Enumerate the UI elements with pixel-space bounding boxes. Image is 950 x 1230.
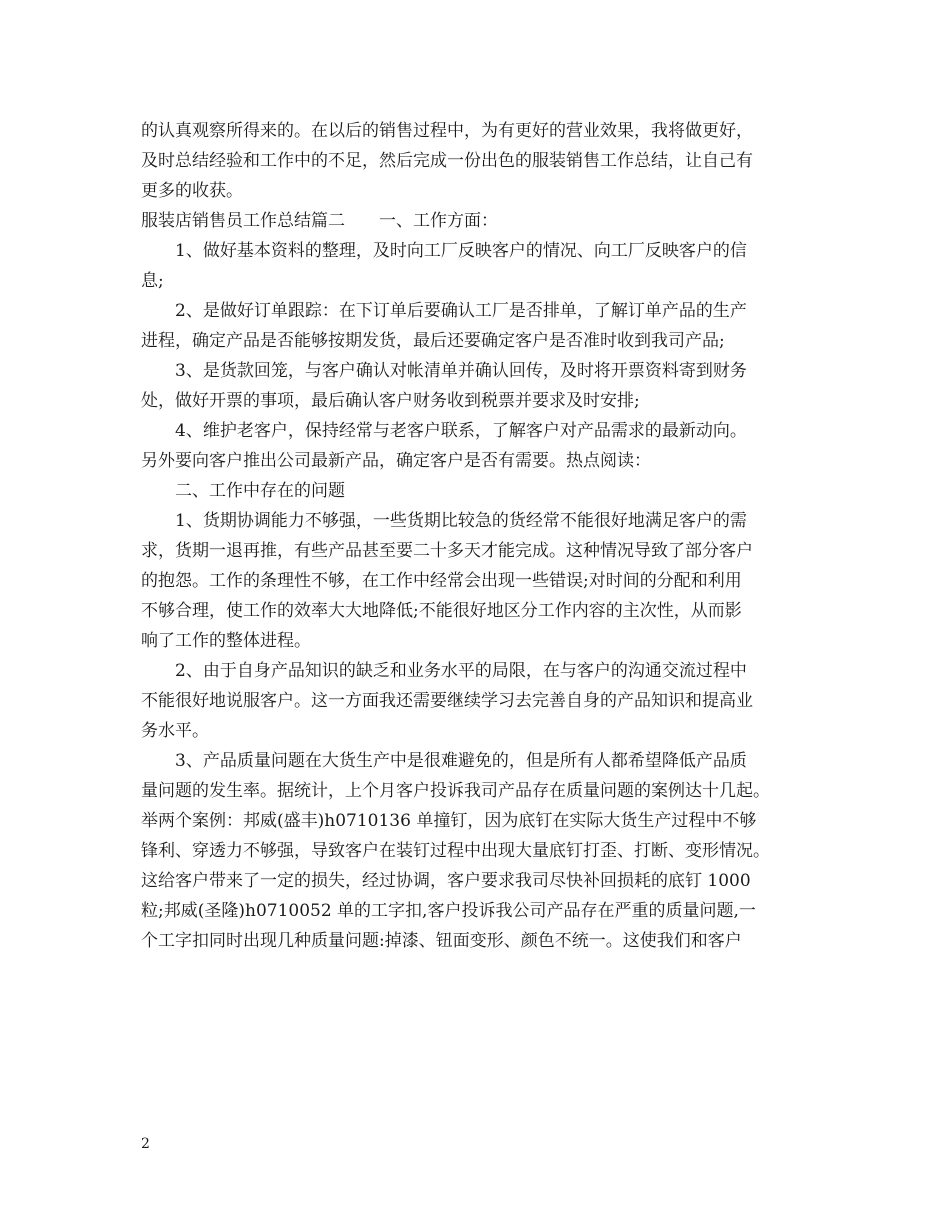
text-line: 响了工作的整体进程。	[141, 631, 311, 651]
text-line: 息;	[141, 271, 164, 291]
text-line: 进程，确定产品是否能够按期发货，最后还要确定客户是否准时收到我司产品;	[141, 331, 725, 351]
text-line: 另外要向客户推出公司最新产品，确定客户是否有需要。热点阅读：	[141, 451, 651, 471]
text-line: 及时总结经验和工作中的不足，然后完成一份出色的服装销售工作总结，让自己有	[141, 151, 753, 171]
text-line: 个工字扣同时出现几种质量问题:掉漆、钮面变形、颜色不统一。这使我们和客户	[141, 931, 742, 951]
text-line: 1、货期协调能力不够强，一些货期比较急的货经常不能很好地满足客户的需	[175, 511, 747, 531]
text-line: 量问题的发生率。据统计，上个月客户投诉我司产品存在质量问题的案例达十几起。	[141, 781, 770, 801]
text-line: 服装店销售员工作总结篇二 一、工作方面：	[141, 211, 498, 231]
text-line: 务水平。	[141, 721, 209, 741]
text-line: 2、由于自身产品知识的缺乏和业务水平的局限，在与客户的沟通交流过程中	[175, 661, 747, 681]
text-line: 3、是货款回笼，与客户确认对帐清单并确认回传，及时将开票资料寄到财务	[175, 361, 747, 381]
text-line: 3、产品质量问题在大货生产中是很难避免的，但是所有人都希望降低产品质	[175, 751, 747, 771]
text-line: 不够合理，使工作的效率大大地降低;不能很好地区分工作内容的主次性，从而影	[141, 601, 742, 621]
text-line: 二、工作中存在的问题	[175, 481, 345, 501]
text-line: 锋利、穿透力不够强，导致客户在装钉过程中出现大量底钉打歪、打断、变形情况。	[141, 841, 770, 861]
page-number: 2	[141, 1136, 150, 1152]
text-line: 4、维护老客户，保持经常与老客户联系，了解客户对产品需求的最新动向。	[175, 421, 747, 441]
text-line: 这给客户带来了一定的损失，经过协调，客户要求我司尽快补回损耗的底钉 1000	[141, 871, 751, 891]
document-body	[141, 116, 821, 956]
text-line: 的认真观察所得来的。在以后的销售过程中，为有更好的营业效果，我将做更好，	[141, 121, 753, 141]
text-line: 2、是做好订单跟踪：在下订单后要确认工厂是否排单，了解订单产品的生产	[175, 301, 747, 321]
text-line: 举两个案例：邦威(盛丰)h0710136 单撞钉，因为底钉在实际大货生产过程中不够	[141, 811, 757, 831]
text-line: 1、做好基本资料的整理，及时向工厂反映客户的情况、向工厂反映客户的信	[175, 241, 747, 261]
text-line: 求，货期一退再推，有些产品甚至要二十多天才能完成。这种情况导致了部分客户	[141, 541, 753, 561]
text-line: 更多的收获。	[141, 181, 243, 201]
text-line: 的抱怨。工作的条理性不够，在工作中经常会出现一些错误;对时间的分配和利用	[141, 571, 742, 591]
text-line: 处，做好开票的事项，最后确认客户财务收到税票并要求及时安排;	[141, 391, 640, 411]
text-line: 不能很好地说服客户。这一方面我还需要继续学习去完善自身的产品知识和提高业	[141, 691, 753, 711]
text-line: 粒;邦威(圣隆)h0710052 单的工字扣,客户投诉我公司产品存在严重的质量问题,一	[141, 901, 756, 921]
